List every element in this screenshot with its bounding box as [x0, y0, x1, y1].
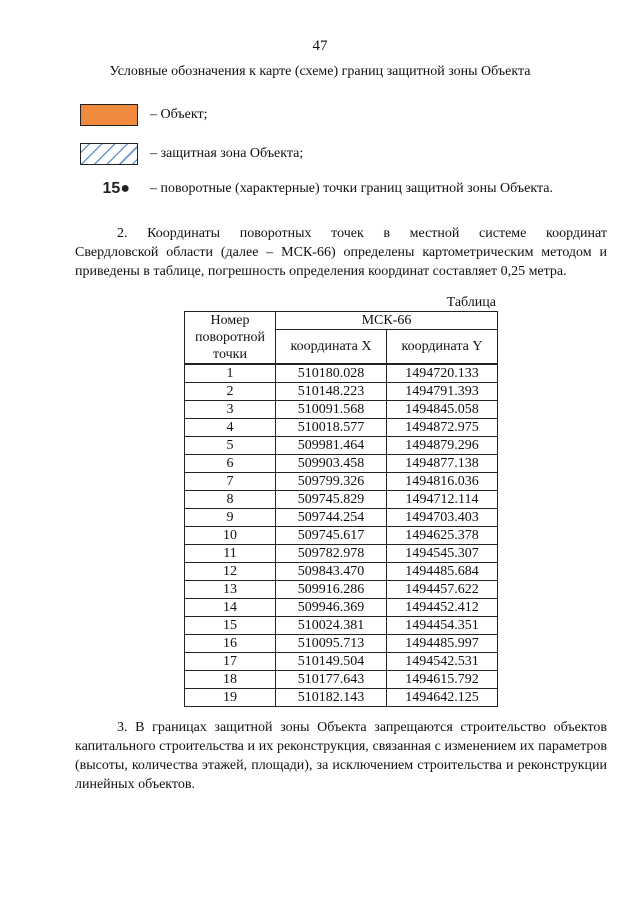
table-row [185, 527, 498, 545]
table-row [185, 437, 498, 455]
coord-y-cell: 1494485.997 [387, 635, 498, 653]
table-row [185, 383, 498, 401]
header-y: координата Y [387, 330, 498, 365]
coord-y-cell: 1494877.138 [387, 455, 498, 473]
paragraph-2-rest: Свердловской области (далее – МСК-66) определены картометрическим методом и приведены в таблице, погрешность определения координат составляет 0,25 метра. [75, 245, 607, 279]
paragraph-2-line1: 2. Координаты поворотных точек в местной системе координат [117, 226, 607, 241]
table-row [185, 617, 498, 635]
page-number: 47 [312, 38, 328, 54]
coord-y-cell: 1494454.351 [387, 617, 498, 635]
coord-x-cell: 509799.326 [276, 473, 387, 491]
table-caption: Таблица [446, 295, 496, 310]
coord-x-cell: 510018.577 [276, 419, 387, 437]
table-row [185, 653, 498, 671]
table-row [185, 689, 498, 707]
point-number-cell: 3 [185, 401, 276, 419]
coordinates-table [184, 311, 498, 707]
coord-x-cell: 509745.829 [276, 491, 387, 509]
table-row [185, 671, 498, 689]
coord-x-cell: 510177.643 [276, 671, 387, 689]
paragraph-3: 3. В границах защитной зоны Объекта запрещаются строительство объектов капитального строительства и их реконструкция, связанная с изменением их параметров (высоты, количества этажей, площади), за исключением строительства и реконструкции линейных объектов. [75, 720, 607, 792]
table-body [185, 364, 498, 707]
table-row [185, 455, 498, 473]
coord-y-cell: 1494457.622 [387, 581, 498, 599]
header-x: координата X [276, 330, 387, 365]
point-marker-number: 15 [102, 180, 121, 197]
point-number-cell: 19 [185, 689, 276, 707]
legend-heading: Условные обозначения к карте (схеме) границ защитной зоны Объекта [109, 64, 531, 79]
point-dot-icon: ● [120, 180, 130, 197]
coord-x-cell: 510024.381 [276, 617, 387, 635]
point-number-cell: 13 [185, 581, 276, 599]
legend-object-label: – Объект; [150, 107, 208, 122]
point-number-cell: 4 [185, 419, 276, 437]
point-number-cell: 7 [185, 473, 276, 491]
coord-y-cell: 1494879.296 [387, 437, 498, 455]
coord-x-cell: 509843.470 [276, 563, 387, 581]
coord-x-cell: 509782.978 [276, 545, 387, 563]
point-number-cell: 12 [185, 563, 276, 581]
coord-y-cell: 1494703.403 [387, 509, 498, 527]
coord-x-cell: 510148.223 [276, 383, 387, 401]
coord-x-cell: 510091.568 [276, 401, 387, 419]
table-row [185, 581, 498, 599]
hatched-zone-swatch [80, 143, 138, 165]
coord-y-cell: 1494642.125 [387, 689, 498, 707]
point-number-cell: 17 [185, 653, 276, 671]
legend-object [80, 104, 207, 126]
coord-x-cell: 510095.713 [276, 635, 387, 653]
point-number-cell: 15 [185, 617, 276, 635]
table-row [185, 364, 498, 383]
coord-x-cell: 509916.286 [276, 581, 387, 599]
coord-y-cell: 1494485.684 [387, 563, 498, 581]
coord-y-cell: 1494452.412 [387, 599, 498, 617]
table-row [185, 491, 498, 509]
point-number-cell: 6 [185, 455, 276, 473]
legend-zone [80, 143, 303, 165]
legend-points-label: – поворотные (характерные) точки границ защитной зоны Объекта. [150, 181, 553, 196]
point-number-cell: 1 [185, 364, 276, 383]
legend-points [80, 180, 553, 198]
coord-x-cell: 509745.617 [276, 527, 387, 545]
legend-zone-label: – защитная зона Объекта; [150, 146, 304, 161]
coord-x-cell: 509903.458 [276, 455, 387, 473]
point-number-cell: 8 [185, 491, 276, 509]
point-marker-icon [80, 180, 138, 198]
paragraph-2 [75, 224, 607, 243]
point-number-cell: 9 [185, 509, 276, 527]
coord-x-cell: 509946.369 [276, 599, 387, 617]
coord-x-cell: 510180.028 [276, 364, 387, 383]
coord-y-cell: 1494845.058 [387, 401, 498, 419]
point-number-cell: 16 [185, 635, 276, 653]
table-row [185, 419, 498, 437]
coord-y-cell: 1494542.531 [387, 653, 498, 671]
coord-x-cell: 510149.504 [276, 653, 387, 671]
point-number-cell: 10 [185, 527, 276, 545]
table-row [185, 401, 498, 419]
coord-y-cell: 1494872.975 [387, 419, 498, 437]
object-swatch [80, 104, 138, 126]
coord-x-cell: 510182.143 [276, 689, 387, 707]
header-point-number: Номер поворотной точки [185, 312, 276, 365]
header-msk66: МСК-66 [276, 312, 498, 330]
point-number-cell: 11 [185, 545, 276, 563]
table-row [185, 635, 498, 653]
table-row [185, 545, 498, 563]
coord-y-cell: 1494625.378 [387, 527, 498, 545]
coord-x-cell: 509981.464 [276, 437, 387, 455]
table-row [185, 509, 498, 527]
coord-x-cell: 509744.254 [276, 509, 387, 527]
table-row [185, 473, 498, 491]
coord-y-cell: 1494615.792 [387, 671, 498, 689]
point-number-cell: 5 [185, 437, 276, 455]
point-number-cell: 18 [185, 671, 276, 689]
coord-y-cell: 1494720.133 [387, 364, 498, 383]
coord-y-cell: 1494791.393 [387, 383, 498, 401]
coord-y-cell: 1494816.036 [387, 473, 498, 491]
table-row [185, 563, 498, 581]
point-number-cell: 14 [185, 599, 276, 617]
coord-y-cell: 1494712.114 [387, 491, 498, 509]
table-row [185, 599, 498, 617]
point-number-cell: 2 [185, 383, 276, 401]
coord-y-cell: 1494545.307 [387, 545, 498, 563]
